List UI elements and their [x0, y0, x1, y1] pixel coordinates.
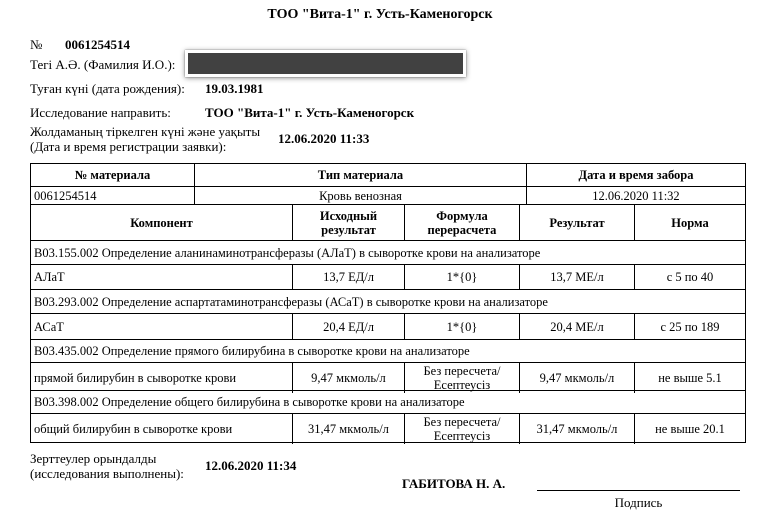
- norm-cell: с 25 по 189: [660, 319, 720, 334]
- material-value-row: [31, 187, 745, 205]
- component-cell: АСаТ: [31, 314, 293, 339]
- test-category: В03.435.002 Определение прямого билирубина в сыворотке крови на анализаторе: [34, 344, 470, 358]
- test-result-row: [31, 414, 745, 442]
- performed-label-line2: (исследования выполнены):: [30, 466, 184, 481]
- norm-cell: не выше 20.1: [655, 422, 725, 436]
- direction-label: Исследование направить:: [30, 105, 171, 120]
- test-result-row: [31, 265, 745, 290]
- test-category-row: [31, 391, 745, 414]
- signature-label: Подпись: [614, 495, 663, 510]
- birth-date-value: 19.03.1981: [205, 81, 264, 96]
- col-header-material-type: Тип материала: [195, 164, 527, 186]
- col-header-collection-datetime: Дата и время забора: [578, 168, 694, 182]
- col-header-norm: Норма: [671, 215, 709, 230]
- material-header-row: [31, 164, 745, 187]
- formula-cell: 1*{0}: [405, 265, 520, 289]
- page-title: ТОО "Вита-1" г. Усть-Каменогорск: [267, 7, 493, 22]
- col-header-result: Результат: [520, 205, 635, 240]
- report-number-value: 0061254514: [65, 37, 130, 52]
- result-cell: 13,7 МЕ/л: [520, 265, 635, 289]
- test-category: В03.293.002 Определение аспартатаминотрансферазы (АСаТ) в сыворотке крови на анализаторе: [34, 294, 548, 309]
- performed-label-line1: Зерттеулер орындалды: [30, 451, 157, 466]
- report-number-label: №: [30, 37, 43, 52]
- norm-cell: с 5 по 40: [666, 270, 714, 284]
- initial-result-cell: 9,47 мкмоль/л: [293, 363, 405, 393]
- col-header-material-number: № материала: [31, 164, 195, 186]
- component-cell: общий билирубин в сыворотке крови: [31, 414, 293, 444]
- test-result-row: [31, 363, 745, 391]
- test-category-row: [31, 241, 745, 265]
- direction-value: ТОО "Вита-1" г. Усть-Каменогорск: [205, 105, 415, 120]
- result-cell: 31,47 мкмоль/л: [520, 414, 635, 444]
- birth-date-label: Туған күні (дата рождения):: [30, 81, 185, 96]
- material-type-value: Кровь венозная: [195, 187, 527, 204]
- registration-label-line1: Жолдаманың тіркелген күні және уақыты: [30, 124, 261, 139]
- results-table: [30, 163, 746, 443]
- redacted-patient-name: [185, 50, 466, 77]
- norm-cell: не выше 5.1: [658, 371, 722, 385]
- initial-result-cell: 31,47 мкмоль/л: [293, 414, 405, 444]
- test-category: В03.398.002 Определение общего билирубина в сыворотке крови на анализаторе: [34, 395, 465, 409]
- formula-cell: Без пересчета/ Есептеусіз: [405, 363, 520, 393]
- test-category-row: [31, 340, 745, 363]
- results-header-row: [31, 205, 745, 241]
- signature-line: [537, 490, 740, 491]
- material-number-value: 0061254514: [31, 187, 195, 204]
- col-header-component: Компонент: [31, 205, 293, 240]
- doctor-name: ГАБИТОВА Н. А.: [402, 476, 506, 491]
- col-header-initial-result: Исходный результат: [293, 205, 405, 240]
- col-header-formula: Формула перерасчета: [405, 205, 520, 240]
- component-cell: прямой билирубин в сыворотке крови: [31, 363, 293, 393]
- result-cell: 9,47 мкмоль/л: [520, 363, 635, 393]
- patient-name-label: Тегі А.Ә. (Фамилия И.О.):: [30, 57, 176, 72]
- performed-value: 12.06.2020 11:34: [205, 458, 297, 473]
- collection-datetime-value: 12.06.2020 11:32: [592, 188, 680, 203]
- registration-label-line2: (Дата и время регистрации заявки):: [30, 139, 227, 154]
- result-cell: 20,4 МЕ/л: [520, 314, 635, 339]
- component-cell: АЛаТ: [31, 265, 293, 289]
- test-result-row: [31, 314, 745, 340]
- formula-cell: 1*{0}: [405, 314, 520, 339]
- initial-result-cell: 20,4 ЕД/л: [293, 314, 405, 339]
- test-category-row: [31, 290, 745, 314]
- initial-result-cell: 13,7 ЕД/л: [293, 265, 405, 289]
- test-category: В03.155.002 Определение аланинаминотрансферазы (АЛаТ) в сыворотке крови на анализаторе: [34, 245, 541, 260]
- formula-cell: Без пересчета/ Есептеусіз: [405, 414, 520, 444]
- registration-value: 12.06.2020 11:33: [278, 131, 370, 146]
